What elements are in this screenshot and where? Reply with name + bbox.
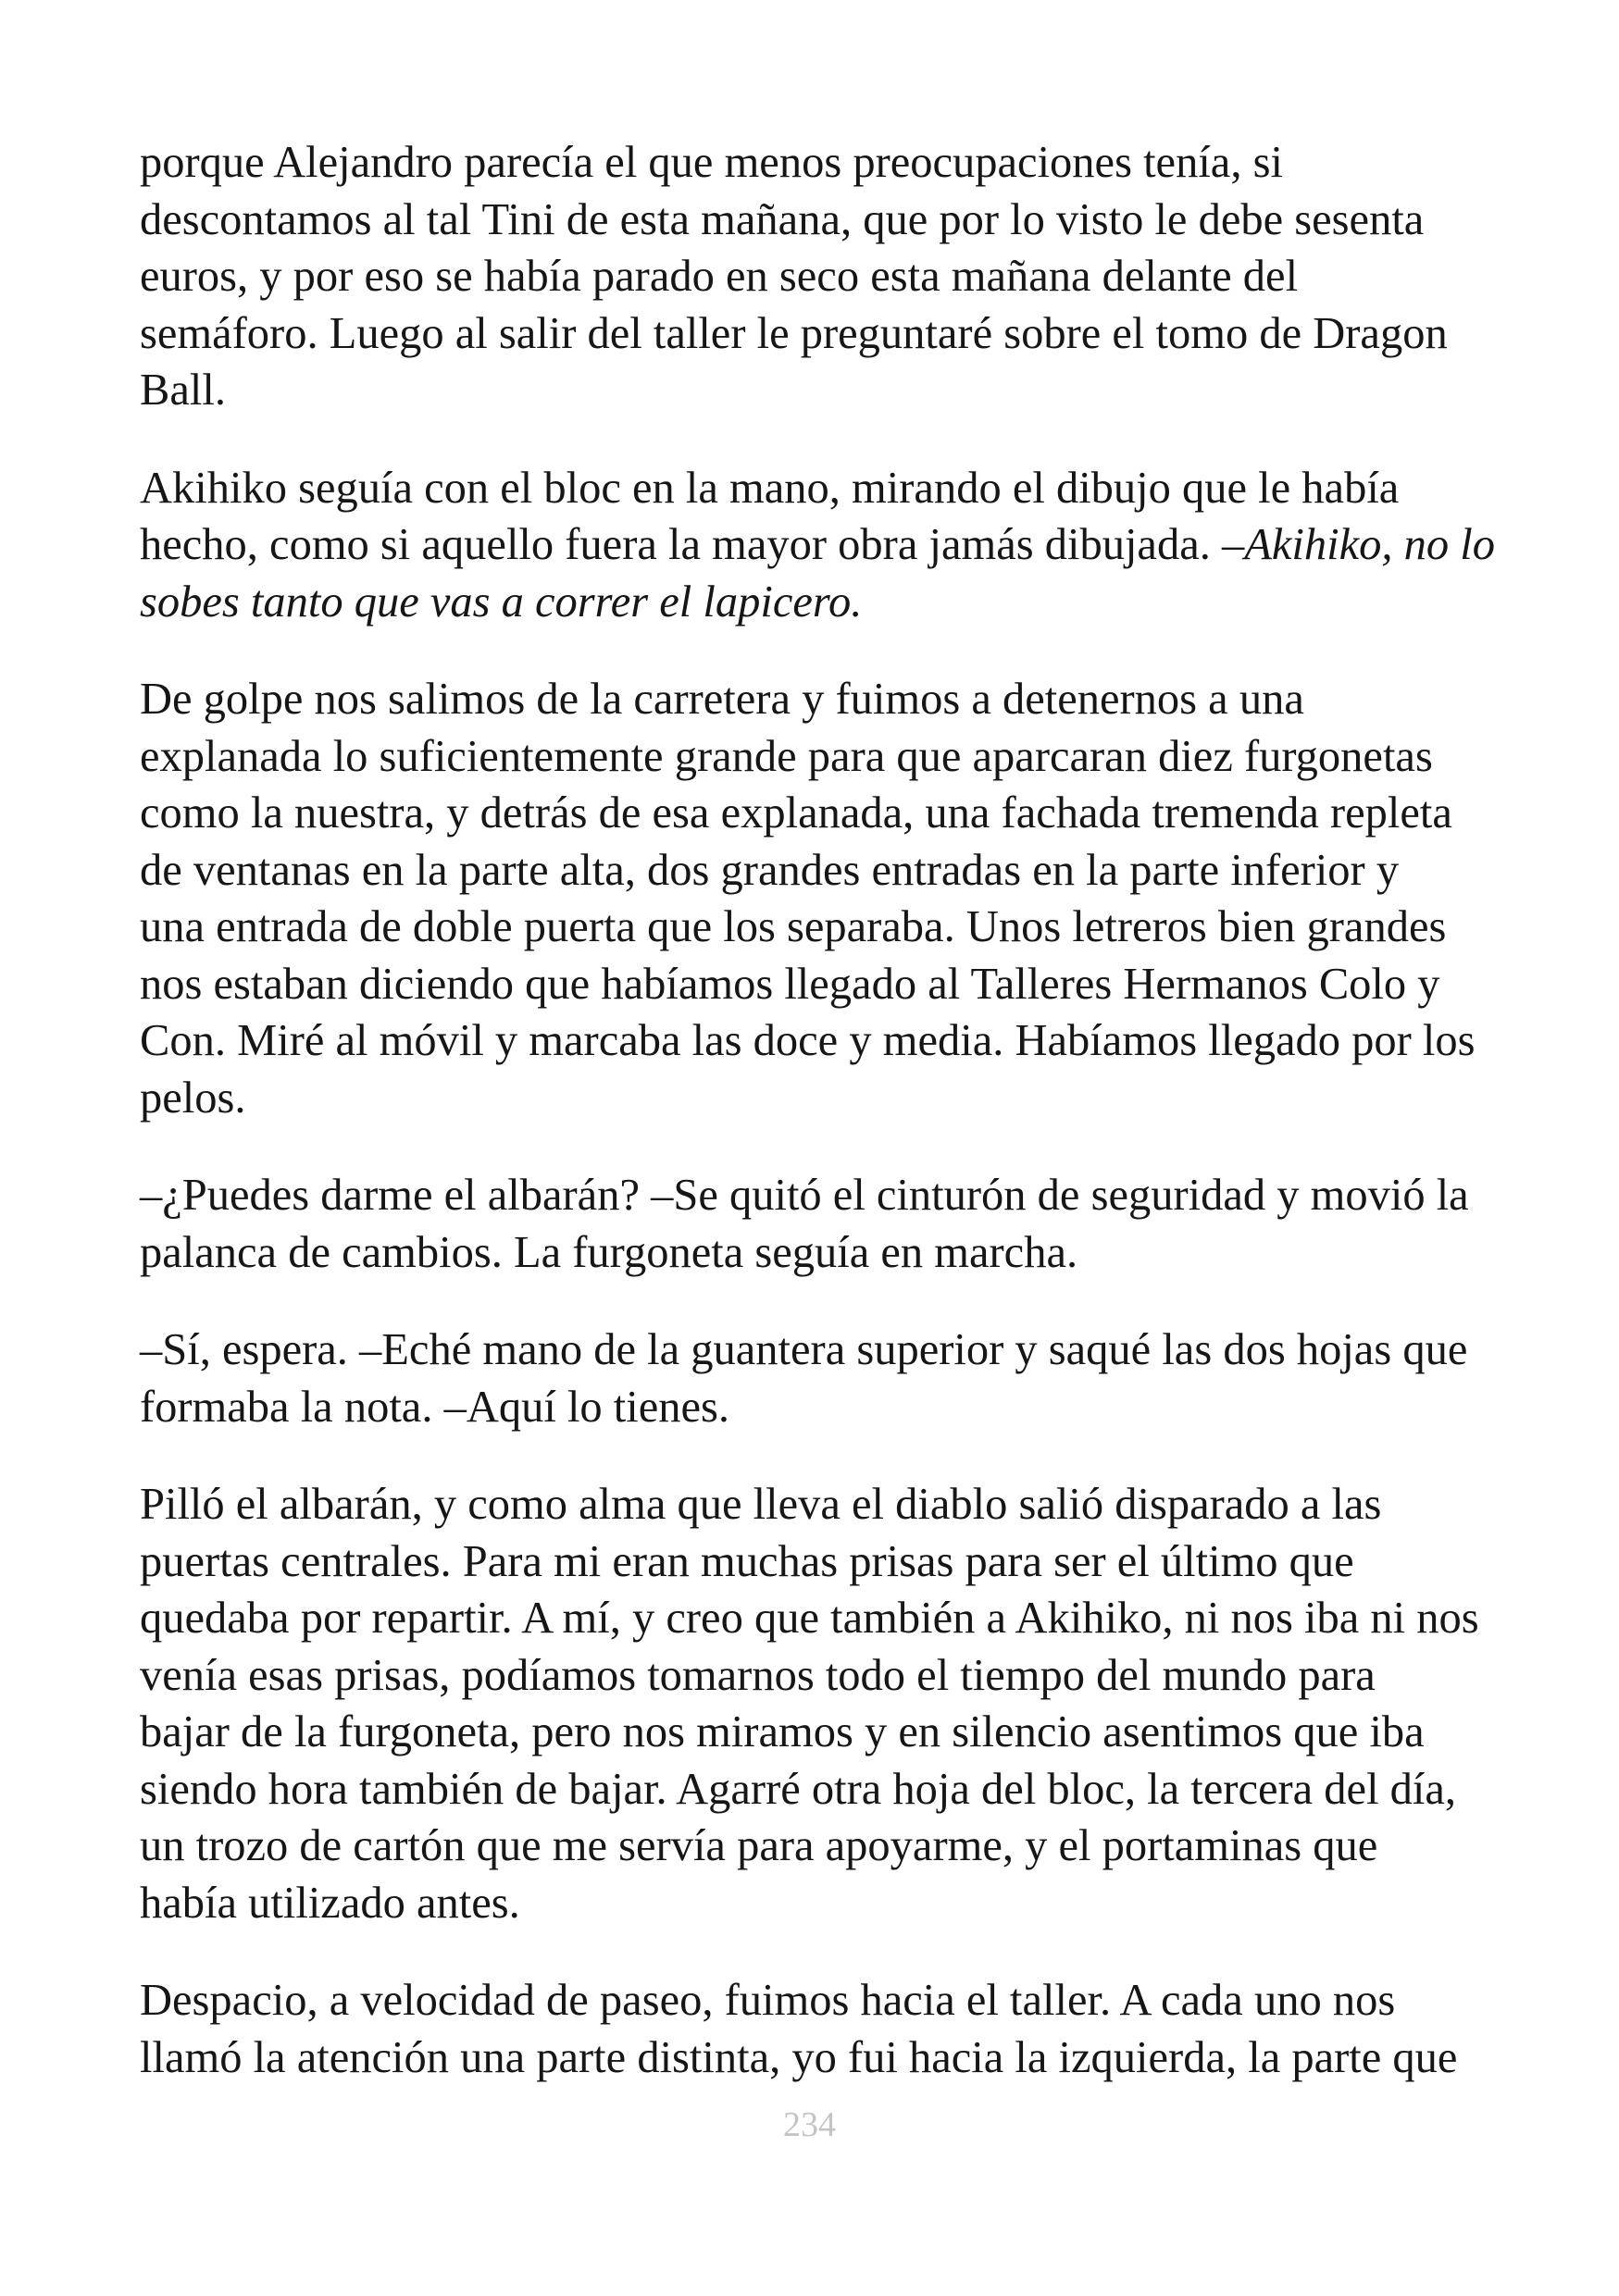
text-line: Pilló el albarán, y como alma que lleva el diablo salió disparado a las [140,1480,1382,1529]
text-line: un trozo de cartón que me servía para apoyarme, y el portaminas que [140,1821,1378,1870]
italic-text-segment: –Akihiko, no lo [1221,520,1495,569]
text-line: bajar de la furgoneta, pero nos miramos y en silencio asentimos que iba [140,1707,1425,1756]
page-number: 234 [783,2105,836,2144]
text-line: semáforo. Luego al salir del taller le preguntaré sobre el tomo de Dragon [140,308,1448,358]
paragraph [140,671,1528,1126]
text-line: pelos. [140,1073,246,1123]
paragraph [140,1476,1528,1931]
text-line: De golpe nos salimos de la carretera y fuimos a detenernos a una [140,675,1304,724]
body-text [140,134,1528,2127]
text-line: puertas centrales. Para mi eran muchas prisas para ser el último que [140,1536,1354,1586]
text-line: Despacio, a velocidad de paseo, fuimos hacia el taller. A cada uno nos [140,1976,1396,2025]
italic-text-segment: sobes tanto que vas a correr el lapicero. [140,577,863,627]
text-line [140,516,1528,574]
paragraph [140,460,1528,631]
text-segment: hecho, como si aquello fuera la mayor obra jamás dibujada. [140,520,1222,569]
paragraph [140,1167,1528,1281]
text-line: –Sí, espera. –Eché mano de la guantera superior y saqué las dos hojas que [140,1325,1468,1374]
text-line: una entrada de doble puerta que los separaba. Unos letreros bien grandes [140,902,1447,951]
text-line: Con. Miré al móvil y marcaba las doce y media. Habíamos llegado por los [140,1016,1476,1065]
paragraph [140,1322,1528,1435]
text-line: como la nuestra, y detrás de esa explanada, una fachada tremenda repleta [140,788,1452,838]
text-line: formaba la nota. –Aquí lo tienes. [140,1382,730,1432]
paragraph [140,134,1528,419]
text-line: palanca de cambios. La furgoneta seguía en marcha. [140,1227,1078,1277]
text-line: había utilizado antes. [140,1878,520,1928]
text-line: de ventanas en la parte alta, dos grandes entradas en la parte inferior y [140,845,1400,895]
text-line: venía esas prisas, podíamos tomarnos todo el tiempo del mundo para [140,1650,1376,1700]
text-line: descontamos al tal Tini de esta mañana, que por lo visto le debe sesenta [140,194,1425,244]
text-line: Akihiko seguía con el bloc en la mano, mirando el dibujo que le había [140,463,1400,513]
paragraph [140,1972,1528,2086]
text-line: porque Alejandro parecía el que menos preocupaciones tenía, si [140,138,1283,187]
text-line [140,574,1528,631]
text-line: –¿Puedes darme el albarán? –Se quitó el cinturón de seguridad y movió la [140,1171,1469,1220]
text-line: quedaba por repartir. A mí, y creo que también a Akihiko, ni nos iba ni nos [140,1594,1479,1643]
text-line: Ball. [140,366,226,415]
text-line: euros, y por eso se había parado en seco esta mañana delante del [140,252,1299,301]
text-line: siendo hora también de bajar. Agarré otra hoja del bloc, la tercera del día, [140,1764,1457,1814]
text-line: nos estaban diciendo que habíamos llegado al Talleres Hermanos Colo y [140,959,1440,1009]
text-line: explanada lo suficientemente grande para que aparcaran diez furgonetas [140,731,1433,781]
text-line: llamó la atención una parte distinta, yo fui hacia la izquierda, la parte que [140,2032,1458,2082]
